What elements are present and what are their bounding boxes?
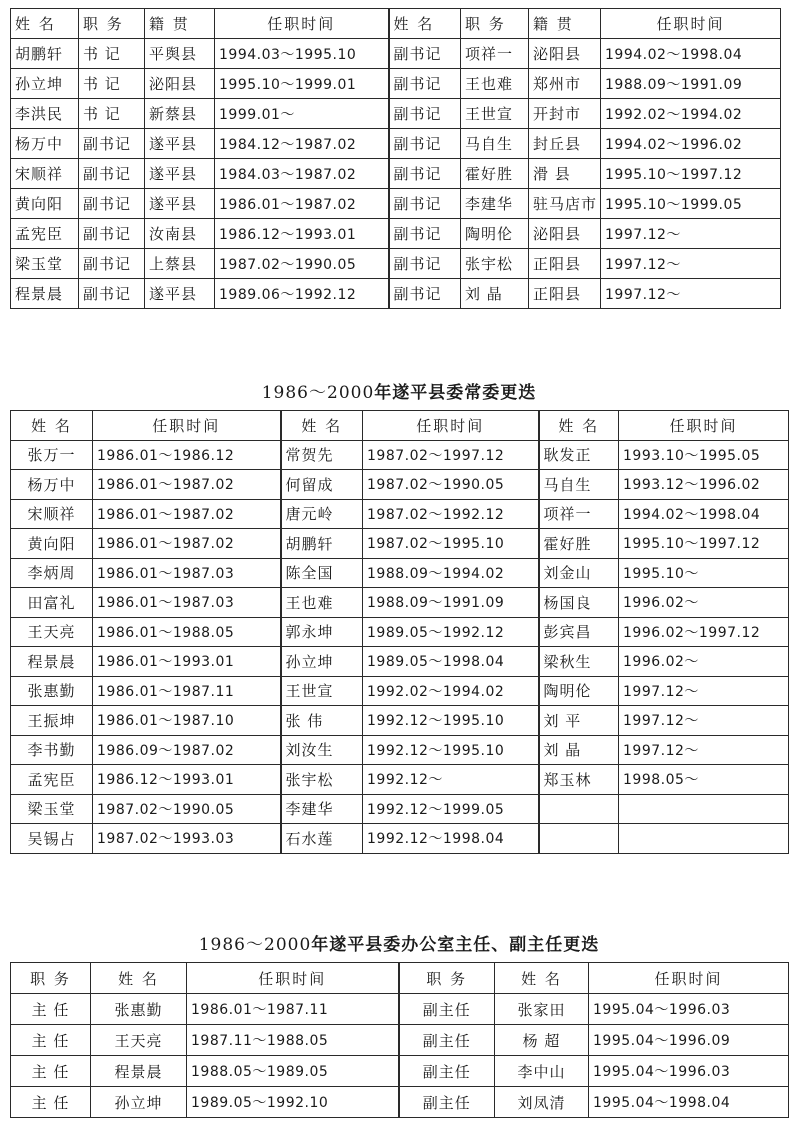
table-row	[11, 588, 789, 618]
table-cell: 刘汝生	[281, 735, 363, 765]
table-row	[11, 676, 789, 706]
office-directors-title-year: 1986～2000	[198, 935, 312, 955]
table-cell: 刘 平	[539, 706, 619, 736]
table-cell: 李书勤	[11, 735, 93, 765]
table-cell: 王世宣	[461, 99, 529, 129]
table-cell: 霍好胜	[539, 529, 619, 559]
table-cell: 1994.03～1995.10	[215, 39, 389, 69]
table-row	[11, 499, 789, 529]
table-row	[11, 617, 789, 647]
table-cell: 1987.11～1988.05	[187, 1025, 399, 1056]
table-row	[11, 279, 781, 309]
table-cell: 1986.01～1987.03	[93, 558, 281, 588]
header-cell: 籍 贯	[145, 9, 215, 39]
header-cell: 职 务	[399, 963, 495, 994]
table-row	[11, 1025, 789, 1056]
table-cell: 吴锡占	[11, 824, 93, 854]
table-cell: 1987.02～1997.12	[363, 440, 539, 470]
table-cell: 王振坤	[11, 706, 93, 736]
table-cell: 副书记	[79, 159, 145, 189]
table-row	[11, 794, 789, 824]
table-cell: 1987.02～1995.10	[363, 529, 539, 559]
header-cell: 姓 名	[389, 9, 461, 39]
table-cell: 常贺先	[281, 440, 363, 470]
table-cell: 副书记	[389, 159, 461, 189]
table-row	[11, 735, 789, 765]
table-cell: 主 任	[11, 1025, 91, 1056]
header-cell: 任职时间	[619, 411, 789, 441]
table-cell: 1992.12～1995.10	[363, 706, 539, 736]
table-cell: 汝南县	[145, 219, 215, 249]
table-cell: 刘凤清	[495, 1087, 589, 1118]
table-cell: 张惠勤	[91, 994, 187, 1025]
table-cell: 1998.05～	[619, 765, 789, 795]
table-cell: 项祥一	[539, 499, 619, 529]
header-cell: 姓 名	[281, 411, 363, 441]
table-cell: 彭宾昌	[539, 617, 619, 647]
table-cell: 1989.05～1998.04	[363, 647, 539, 677]
table-cell: 程景晨	[91, 1056, 187, 1087]
table-row	[11, 129, 781, 159]
table-cell: 1986.01～1987.02	[93, 499, 281, 529]
table-cell: 副书记	[79, 249, 145, 279]
table-cell: 驻马店市	[529, 189, 601, 219]
table-cell: 1995.04～1998.04	[589, 1087, 789, 1118]
table-cell: 主 任	[11, 994, 91, 1025]
table-cell: 1986.09～1987.02	[93, 735, 281, 765]
table-row	[11, 189, 781, 219]
table-cell: 石水莲	[281, 824, 363, 854]
table-cell: 副书记	[79, 279, 145, 309]
table-cell: 1996.02～	[619, 588, 789, 618]
table-cell: 遂平县	[145, 279, 215, 309]
officials-table-body	[11, 39, 781, 309]
standing-committee-table-body	[11, 440, 789, 853]
header-cell: 任职时间	[601, 9, 781, 39]
table-cell: 1987.02～1990.05	[215, 249, 389, 279]
table-cell: 1992.02～1994.02	[601, 99, 781, 129]
table-cell: 刘 晶	[539, 735, 619, 765]
table-cell: 正阳县	[529, 249, 601, 279]
table-cell: 梁秋生	[539, 647, 619, 677]
table-cell: 1986.01～1987.02	[93, 470, 281, 500]
table-row	[11, 99, 781, 129]
table-cell: 1997.12～	[619, 706, 789, 736]
table-cell: 孟宪臣	[11, 765, 93, 795]
table-row	[11, 558, 789, 588]
table-cell: 1992.12～1999.05	[363, 794, 539, 824]
table-cell: 副书记	[389, 129, 461, 159]
table-cell: 1992.12～1998.04	[363, 824, 539, 854]
table-cell: 副书记	[79, 129, 145, 159]
table-cell: 副主任	[399, 994, 495, 1025]
table-cell: 1989.05～1992.12	[363, 617, 539, 647]
table-cell: 1988.09～1991.09	[601, 69, 781, 99]
table-cell: 陶明伦	[461, 219, 529, 249]
table-cell: 1986.12～1993.01	[93, 765, 281, 795]
table-cell: 1987.02～1992.12	[363, 499, 539, 529]
table-cell: 霍好胜	[461, 159, 529, 189]
header-cell: 任职时间	[93, 411, 281, 441]
table-cell: 1987.02～1990.05	[93, 794, 281, 824]
table-cell: 1995.10～1997.12	[601, 159, 781, 189]
table-row	[11, 1087, 789, 1118]
table-cell: 1986.01～1987.02	[215, 189, 389, 219]
table-cell: 宋顺祥	[11, 159, 79, 189]
table-cell: 1994.02～1998.04	[619, 499, 789, 529]
table-cell: 1986.01～1987.11	[187, 994, 399, 1025]
table-cell: 项祥一	[461, 39, 529, 69]
table-cell: 1997.12～	[619, 676, 789, 706]
table-cell: 1993.12～1996.02	[619, 470, 789, 500]
table-cell: 何留成	[281, 470, 363, 500]
table-cell: 1992.12～	[363, 765, 539, 795]
office-directors-header-row	[11, 963, 789, 994]
table-cell: 1984.03～1987.02	[215, 159, 389, 189]
standing-committee-header-row	[11, 411, 789, 441]
table-cell: 张宇松	[461, 249, 529, 279]
table-cell: 唐元岭	[281, 499, 363, 529]
table-cell: 1995.10～1997.12	[619, 529, 789, 559]
table-cell: 胡鹏轩	[281, 529, 363, 559]
table-cell	[619, 824, 789, 854]
table-row	[11, 765, 789, 795]
table-cell: 刘 晶	[461, 279, 529, 309]
table-row	[11, 39, 781, 69]
table-row	[11, 159, 781, 189]
table-cell: 主 任	[11, 1056, 91, 1087]
table-cell: 王也难	[461, 69, 529, 99]
table-cell: 王天亮	[91, 1025, 187, 1056]
table-cell: 张家田	[495, 994, 589, 1025]
header-cell: 姓 名	[91, 963, 187, 994]
table-cell: 胡鹏轩	[11, 39, 79, 69]
table-cell: 1996.02～	[619, 647, 789, 677]
table-cell	[539, 794, 619, 824]
table-cell: 张惠勤	[11, 676, 93, 706]
table-cell	[619, 794, 789, 824]
table-cell: 1997.12～	[601, 249, 781, 279]
officials-header-row	[11, 9, 781, 39]
header-cell: 姓 名	[11, 411, 93, 441]
office-directors-title-text: 年遂平县委办公室主任、副主任更迭	[311, 935, 600, 955]
header-cell: 职 务	[461, 9, 529, 39]
table-cell: 陶明伦	[539, 676, 619, 706]
table-cell: 1997.12～	[601, 219, 781, 249]
table-cell: 遂平县	[145, 159, 215, 189]
table-cell: 李建华	[461, 189, 529, 219]
table-cell: 1995.04～1996.03	[589, 1056, 789, 1087]
table-row	[11, 219, 781, 249]
table-row	[11, 824, 789, 854]
table-cell: 1984.12～1987.02	[215, 129, 389, 159]
table-cell: 黄向阳	[11, 529, 93, 559]
table-cell: 孙立坤	[11, 69, 79, 99]
table-cell: 副书记	[389, 279, 461, 309]
table-row	[11, 249, 781, 279]
table-cell: 1986.12～1993.01	[215, 219, 389, 249]
table-cell: 1986.01～1987.10	[93, 706, 281, 736]
standing-committee-table	[10, 410, 789, 854]
table-cell: 1986.01～1988.05	[93, 617, 281, 647]
table-cell: 副书记	[389, 39, 461, 69]
table-cell: 1989.05～1992.10	[187, 1087, 399, 1118]
table-cell: 1992.02～1994.02	[363, 676, 539, 706]
table-cell: 马自生	[461, 129, 529, 159]
standing-committee-title-year: 1986～2000	[261, 383, 375, 403]
officials-table	[10, 8, 781, 309]
table-cell: 孙立坤	[91, 1087, 187, 1118]
table-cell: 1995.10～	[619, 558, 789, 588]
table-cell: 王也难	[281, 588, 363, 618]
table-cell: 副书记	[389, 189, 461, 219]
table-cell: 郭永坤	[281, 617, 363, 647]
table-cell: 1988.05～1989.05	[187, 1056, 399, 1087]
table-cell: 黄向阳	[11, 189, 79, 219]
table-cell: 遂平县	[145, 129, 215, 159]
office-directors-title	[0, 930, 798, 955]
office-directors-table	[10, 962, 789, 1118]
table-cell	[539, 824, 619, 854]
table-cell: 1993.10～1995.05	[619, 440, 789, 470]
table-cell: 1995.04～1996.03	[589, 994, 789, 1025]
table-cell: 张宇松	[281, 765, 363, 795]
table-row	[11, 69, 781, 99]
table-cell: 遂平县	[145, 189, 215, 219]
table-row	[11, 647, 789, 677]
header-cell: 任职时间	[187, 963, 399, 994]
table-cell: 1986.01～1987.11	[93, 676, 281, 706]
table-cell: 马自生	[539, 470, 619, 500]
table-cell: 书 记	[79, 99, 145, 129]
table-cell: 新蔡县	[145, 99, 215, 129]
table-cell: 1995.04～1996.09	[589, 1025, 789, 1056]
table-cell: 滑 县	[529, 159, 601, 189]
table-cell: 泌阳县	[529, 39, 601, 69]
table-cell: 泌阳县	[145, 69, 215, 99]
table-row	[11, 470, 789, 500]
table-cell: 张万一	[11, 440, 93, 470]
table-cell: 李洪民	[11, 99, 79, 129]
header-cell: 任职时间	[363, 411, 539, 441]
header-cell: 任职时间	[589, 963, 789, 994]
header-cell: 职 务	[79, 9, 145, 39]
table-cell: 副书记	[389, 69, 461, 99]
table-cell: 耿发正	[539, 440, 619, 470]
office-directors-table-body	[11, 994, 789, 1118]
table-cell: 1986.01～1986.12	[93, 440, 281, 470]
table-cell: 平舆县	[145, 39, 215, 69]
table-cell: 孟宪臣	[11, 219, 79, 249]
header-cell: 任职时间	[215, 9, 389, 39]
table-cell: 郑玉林	[539, 765, 619, 795]
table-cell: 1988.09～1994.02	[363, 558, 539, 588]
standing-committee-title	[0, 378, 798, 403]
table-cell: 1994.02～1998.04	[601, 39, 781, 69]
table-cell: 泌阳县	[529, 219, 601, 249]
table-cell: 1995.10～1999.05	[601, 189, 781, 219]
table-cell: 杨 超	[495, 1025, 589, 1056]
table-cell: 田富礼	[11, 588, 93, 618]
table-cell: 李建华	[281, 794, 363, 824]
table-cell: 1997.12～	[601, 279, 781, 309]
table-cell: 开封市	[529, 99, 601, 129]
table-cell: 1994.02～1996.02	[601, 129, 781, 159]
table-cell: 1997.12～	[619, 735, 789, 765]
table-cell: 孙立坤	[281, 647, 363, 677]
table-cell: 正阳县	[529, 279, 601, 309]
table-cell: 1986.01～1993.01	[93, 647, 281, 677]
table-cell: 1987.02～1993.03	[93, 824, 281, 854]
table-cell: 1999.01～	[215, 99, 389, 129]
table-cell: 刘金山	[539, 558, 619, 588]
table-cell: 梁玉堂	[11, 249, 79, 279]
header-cell: 姓 名	[539, 411, 619, 441]
table-row	[11, 706, 789, 736]
header-cell: 籍 贯	[529, 9, 601, 39]
table-cell: 张 伟	[281, 706, 363, 736]
table-cell: 书 记	[79, 39, 145, 69]
table-cell: 王天亮	[11, 617, 93, 647]
table-cell: 1986.01～1987.03	[93, 588, 281, 618]
table-cell: 杨万中	[11, 470, 93, 500]
table-cell: 副书记	[389, 99, 461, 129]
table-cell: 1987.02～1990.05	[363, 470, 539, 500]
table-row	[11, 529, 789, 559]
table-cell: 陈全国	[281, 558, 363, 588]
table-cell: 杨万中	[11, 129, 79, 159]
table-cell: 1988.09～1991.09	[363, 588, 539, 618]
table-cell: 郑州市	[529, 69, 601, 99]
header-cell: 职 务	[11, 963, 91, 994]
standing-committee-title-text: 年遂平县委常委更迭	[374, 383, 537, 403]
table-cell: 主 任	[11, 1087, 91, 1118]
table-cell: 1995.10～1999.01	[215, 69, 389, 99]
table-cell: 1989.06～1992.12	[215, 279, 389, 309]
table-cell: 封丘县	[529, 129, 601, 159]
table-cell: 上蔡县	[145, 249, 215, 279]
table-cell: 李中山	[495, 1056, 589, 1087]
table-cell: 副书记	[79, 219, 145, 249]
table-cell: 副书记	[389, 249, 461, 279]
table-cell: 1996.02～1997.12	[619, 617, 789, 647]
table-row	[11, 1056, 789, 1087]
table-cell: 副主任	[399, 1087, 495, 1118]
table-cell: 王世宣	[281, 676, 363, 706]
table-cell: 宋顺祥	[11, 499, 93, 529]
table-cell: 杨国良	[539, 588, 619, 618]
table-cell: 副主任	[399, 1025, 495, 1056]
table-cell: 梁玉堂	[11, 794, 93, 824]
table-row	[11, 994, 789, 1025]
table-cell: 副书记	[389, 219, 461, 249]
table-cell: 书 记	[79, 69, 145, 99]
table-cell: 1992.12～1995.10	[363, 735, 539, 765]
table-cell: 程景晨	[11, 279, 79, 309]
table-cell: 副书记	[79, 189, 145, 219]
table-cell: 李炳周	[11, 558, 93, 588]
table-row	[11, 440, 789, 470]
table-cell: 副主任	[399, 1056, 495, 1087]
table-cell: 程景晨	[11, 647, 93, 677]
header-cell: 姓 名	[495, 963, 589, 994]
header-cell: 姓 名	[11, 9, 79, 39]
table-cell: 1986.01～1987.02	[93, 529, 281, 559]
